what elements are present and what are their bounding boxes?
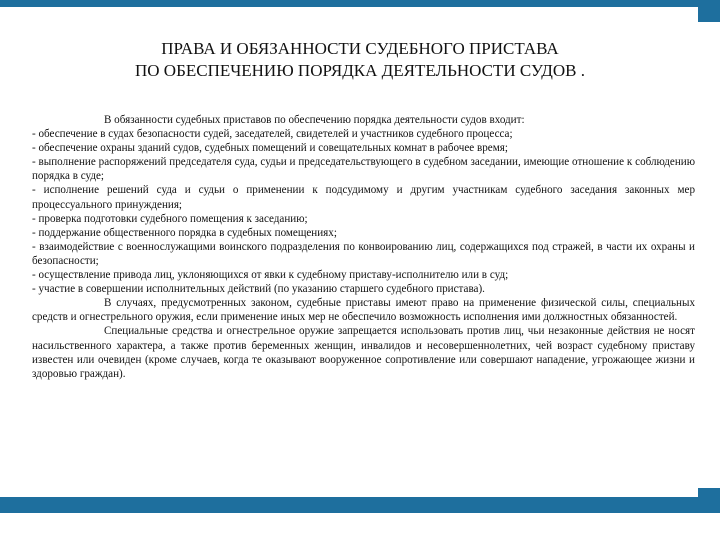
prohibition-paragraph: Специальные средства и огнестрельное оружие запрещается использовать против лиц, чьи незаконные действия не носят насильственного характера, а также против беременных женщин, инвалидов и несовершеннолетних, чей возраст судебному приставу известен или очевиден (кроме случаев, когда те оказывают вооруженное сопротивление или совершают нападение, угрожающее жизни и здоровью граждан).: [32, 325, 695, 380]
duty-item: - выполнение распоряжений председателя суда, судьи и председательствующего в судебном заседании, имеющие отношение к соблюдению порядка в суде;: [32, 156, 695, 183]
top-accent-bar: [0, 0, 720, 7]
duty-item: - участие в совершении исполнительных действий (по указанию старшего судебного пристава).: [32, 283, 485, 296]
duty-item: - обеспечение охраны зданий судов, судебных помещений и совещательных комнат в рабочее время;: [32, 142, 508, 155]
duty-item: - исполнение решений суда и судьи о применении к подсудимому и другим участникам судебного заседания законных мер процессуального принуждения;: [32, 184, 695, 211]
page-title: [40, 38, 680, 82]
title-line-2: ПО ОБЕСПЕЧЕНИЮ ПОРЯДКА ДЕЯТЕЛЬНОСТИ СУДОВ .: [135, 61, 585, 80]
duty-item: - проверка подготовки судебного помещения к заседанию;: [32, 212, 308, 225]
bottom-right-accent-block: [698, 488, 720, 513]
duty-item: - обеспечение в судах безопасности судей, заседателей, свидетелей и участников судебного процесса;: [32, 128, 513, 141]
use-of-force-paragraph: В случаях, предусмотренных законом, судебные приставы имеют право на применение физической силы, специальных средств и огнестрельного оружия, если применение иных мер не обеспечило возможность исполнения ими должностных обязанностей.: [32, 297, 695, 324]
title-line-1: ПРАВА И ОБЯЗАННОСТИ СУДЕБНОГО ПРИСТАВА: [161, 39, 559, 58]
top-right-accent-block: [698, 0, 720, 22]
duty-item: - осуществление привода лиц, уклоняющихся от явки к судебному приставу-исполнителю или в суд;: [32, 269, 509, 282]
bottom-accent-bar: [0, 497, 720, 513]
intro-paragraph: В обязанности судебных приставов по обеспечению порядка деятельности судов входит:: [104, 114, 525, 126]
duty-item: - поддержание общественного порядка в судебных помещениях;: [32, 226, 337, 239]
document-body: [32, 113, 695, 381]
duty-item: - взаимодействие с военнослужащими воинского подразделения по конвоированию лиц, содержащихся под стражей, в части их охраны и безопасности;: [32, 240, 695, 267]
